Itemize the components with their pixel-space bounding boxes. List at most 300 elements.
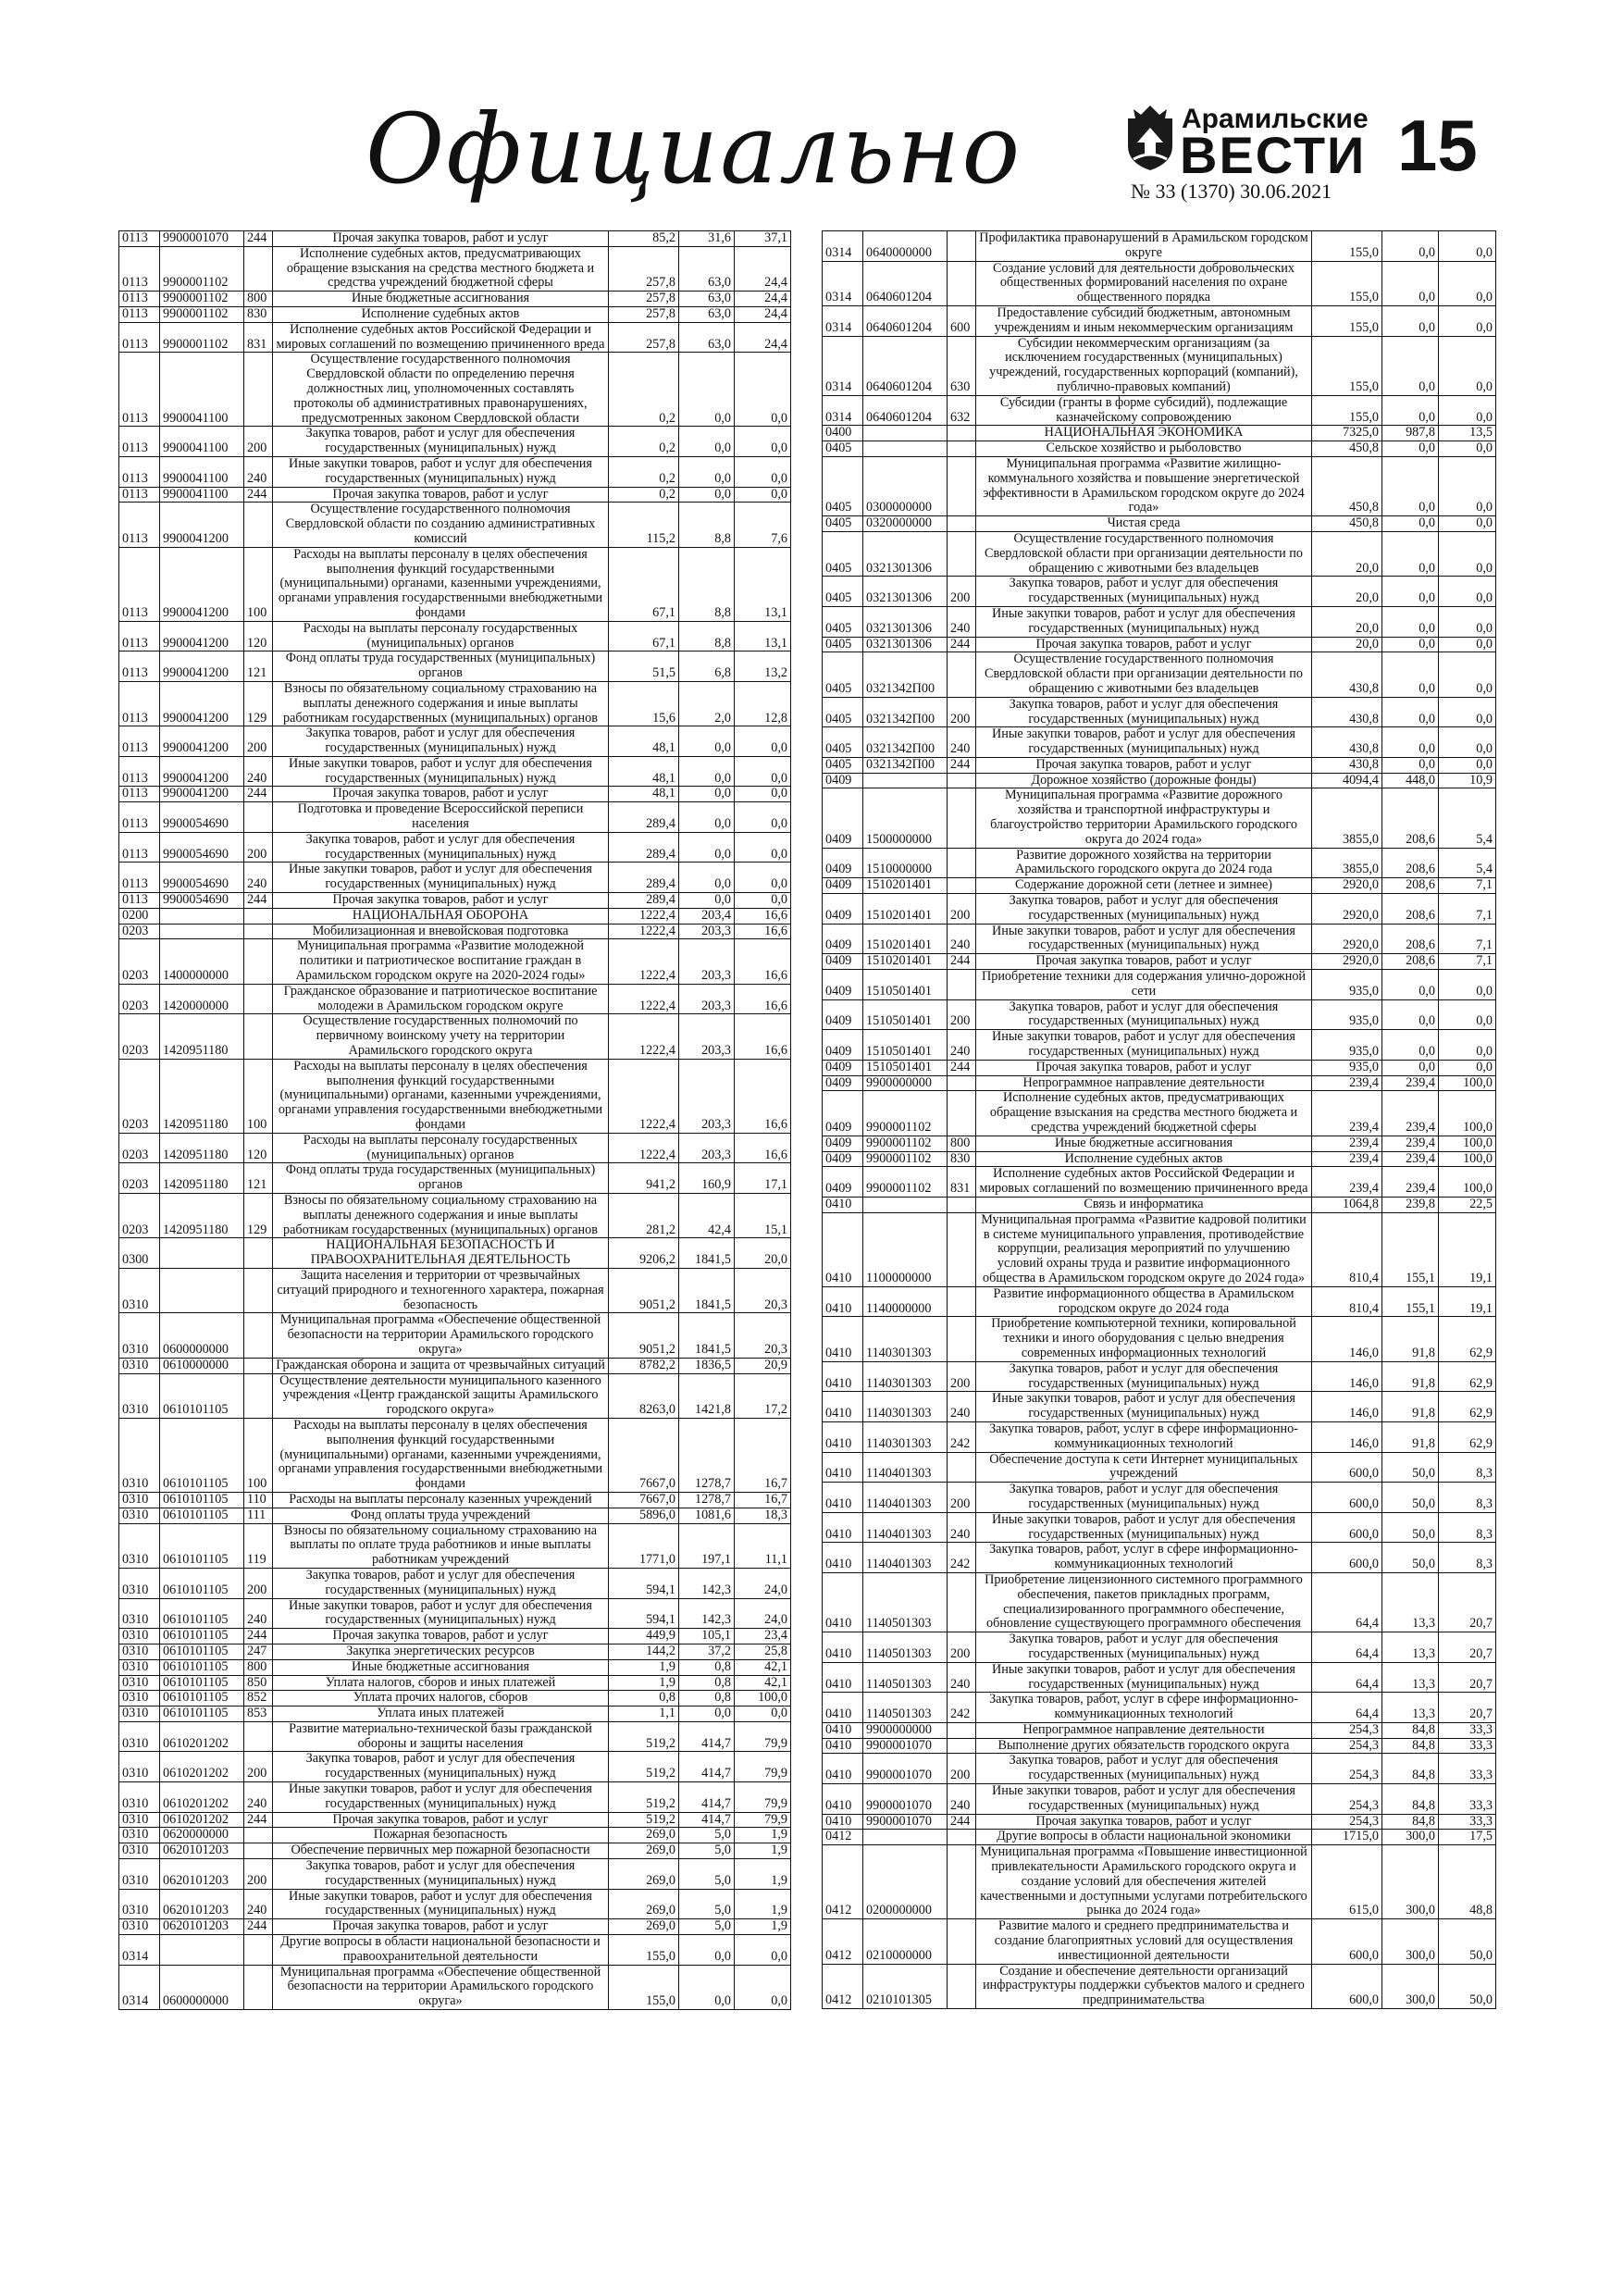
percent-cell: 0,0 xyxy=(1439,261,1496,305)
item-name-cell: Муниципальная программа «Обеспечение общественной безопасности на территории Арамильского городского округа» xyxy=(273,1965,609,2009)
actual-cell: 84,8 xyxy=(1382,1814,1439,1830)
percent-cell: 0,0 xyxy=(1439,652,1496,697)
actual-cell: 0,0 xyxy=(679,1706,735,1722)
plan-cell: 269,0 xyxy=(609,1919,679,1935)
item-name-cell: Муниципальная программа «Развитие дорожного хозяйства и транспортной инфраструктуры и благоустройство территории Арамильского городского округа до 2024 года» xyxy=(976,788,1312,848)
section-code-cell: 0410 xyxy=(823,1543,863,1573)
percent-cell: 18,3 xyxy=(735,1508,791,1523)
program-code-cell: 0321342П00 xyxy=(863,727,948,758)
program-code-cell: 0620101203 xyxy=(160,1843,244,1859)
plan-cell: 430,8 xyxy=(1312,757,1382,773)
section-code-cell: 0310 xyxy=(119,1644,160,1659)
section-code-cell: 0310 xyxy=(119,1812,160,1828)
plan-cell: 430,8 xyxy=(1312,652,1382,697)
percent-cell: 37,1 xyxy=(735,231,791,247)
table-row xyxy=(823,577,1496,607)
program-code-cell: 0210000000 xyxy=(863,1919,948,1964)
section-code-cell: 0410 xyxy=(823,1317,863,1361)
expense-type-cell: 800 xyxy=(948,1136,976,1151)
plan-cell: 519,2 xyxy=(609,1812,679,1828)
actual-cell: 50,0 xyxy=(1382,1543,1439,1573)
expense-type-cell: 244 xyxy=(948,1060,976,1075)
percent-cell: 0,0 xyxy=(1439,441,1496,457)
item-name-cell: Прочая закупка товаров, работ и услуг xyxy=(976,1060,1312,1075)
actual-cell: 0,8 xyxy=(679,1691,735,1706)
table-row xyxy=(823,1784,1496,1815)
actual-cell: 0,0 xyxy=(679,832,735,863)
expense-type-cell xyxy=(244,353,273,427)
program-code-cell: 0610000000 xyxy=(160,1358,244,1373)
actual-cell: 155,1 xyxy=(1382,1212,1439,1286)
item-name-cell: Иные закупки товаров, работ и услуг для обеспечения государственных (муниципальных) нужд xyxy=(976,1662,1312,1693)
item-name-cell: Прочая закупка товаров, работ и услуг xyxy=(273,1919,609,1935)
program-code-cell: 1140501303 xyxy=(863,1662,948,1693)
plan-cell: 64,4 xyxy=(1312,1572,1382,1632)
program-code-cell: 0321342П00 xyxy=(863,652,948,697)
item-name-cell: Взносы по обязательному социальному страхованию на выплаты денежного содержания и иные выплаты работникам государственных (муниципальных) органов xyxy=(273,1194,609,1238)
table-row xyxy=(119,1313,791,1358)
plan-cell: 64,4 xyxy=(1312,1693,1382,1723)
percent-cell: 100,0 xyxy=(1439,1167,1496,1198)
plan-cell: 9051,2 xyxy=(609,1268,679,1312)
section-code-cell: 0310 xyxy=(119,1313,160,1358)
plan-cell: 155,0 xyxy=(609,1965,679,2009)
table-row xyxy=(119,1373,791,1418)
item-name-cell: Предоставление субсидий бюджетным, автономным учреждениям и иным некоммерческим организациям xyxy=(976,305,1312,336)
percent-cell: 1,9 xyxy=(735,1843,791,1859)
expense-type-cell: 121 xyxy=(244,1163,273,1194)
percent-cell: 0,0 xyxy=(1439,637,1496,652)
section-code-cell: 0113 xyxy=(119,306,160,322)
table-row xyxy=(119,863,791,893)
plan-cell: 1,9 xyxy=(609,1659,679,1675)
table-row xyxy=(119,924,791,939)
table-row xyxy=(823,1361,1496,1392)
plan-cell: 1222,4 xyxy=(609,1059,679,1133)
program-code-cell: 0200000000 xyxy=(863,1845,948,1919)
actual-cell: 0,0 xyxy=(679,487,735,503)
program-code-cell: 0610101105 xyxy=(160,1691,244,1706)
table-row xyxy=(119,1133,791,1163)
table-row xyxy=(119,1859,791,1890)
section-code-cell: 0310 xyxy=(119,1268,160,1312)
percent-cell: 0,0 xyxy=(735,353,791,427)
plan-cell: 1222,4 xyxy=(609,1014,679,1059)
table-row xyxy=(823,924,1496,954)
actual-cell: 987,8 xyxy=(1382,426,1439,441)
item-name-cell: Прочая закупка товаров, работ и услуг xyxy=(273,1812,609,1828)
table-row xyxy=(823,1814,1496,1830)
section-code-cell: 0113 xyxy=(119,681,160,726)
percent-cell: 0,0 xyxy=(1439,395,1496,426)
table-row xyxy=(119,1919,791,1935)
program-code-cell: 9900054690 xyxy=(160,832,244,863)
actual-cell: 50,0 xyxy=(1382,1512,1439,1543)
program-code-cell: 9900041200 xyxy=(160,756,244,787)
plan-cell: 48,1 xyxy=(609,787,679,802)
actual-cell: 13,3 xyxy=(1382,1572,1439,1632)
section-code-cell: 0410 xyxy=(823,1738,863,1754)
plan-cell: 0,2 xyxy=(609,456,679,487)
expense-type-cell xyxy=(948,441,976,457)
program-code-cell: 0321342П00 xyxy=(863,757,948,773)
item-name-cell: Расходы на выплаты персоналу в целях обеспечения выполнения функций государственными (муниципальными) органами, казенными учреждениями, органами управления государственными внебюджетными фондами xyxy=(273,1418,609,1492)
item-name-cell: НАЦИОНАЛЬНАЯ ЭКОНОМИКА xyxy=(976,426,1312,441)
item-name-cell: Чистая среда xyxy=(976,516,1312,532)
actual-cell: 84,8 xyxy=(1382,1784,1439,1815)
expense-type-cell: 119 xyxy=(244,1523,273,1568)
actual-cell: 0,0 xyxy=(679,1935,735,1966)
percent-cell: 100,0 xyxy=(735,1691,791,1706)
percent-cell: 16,6 xyxy=(735,1014,791,1059)
percent-cell: 5,4 xyxy=(1439,848,1496,878)
plan-cell: 254,3 xyxy=(1312,1814,1382,1830)
program-code-cell: 0610101105 xyxy=(160,1675,244,1691)
expense-type-cell xyxy=(948,1075,976,1091)
section-code-cell: 0200 xyxy=(119,908,160,924)
percent-cell: 8,3 xyxy=(1439,1512,1496,1543)
expense-type-cell: 244 xyxy=(244,1812,273,1828)
table-row xyxy=(823,395,1496,426)
expense-type-cell: 247 xyxy=(244,1644,273,1659)
program-code-cell: 0610101105 xyxy=(160,1644,244,1659)
item-name-cell: Прочая закупка товаров, работ и услуг xyxy=(976,954,1312,970)
expense-type-cell xyxy=(948,788,976,848)
actual-cell: 13,3 xyxy=(1382,1662,1439,1693)
percent-cell: 0,0 xyxy=(1439,1030,1496,1061)
program-code-cell: 9900041100 xyxy=(160,456,244,487)
actual-cell: 0,0 xyxy=(679,456,735,487)
item-name-cell: Создание условий для деятельности добровольческих общественных формирований населения по охране общественного порядка xyxy=(976,261,1312,305)
percent-cell: 100,0 xyxy=(1439,1091,1496,1136)
section-code-cell: 0409 xyxy=(823,1167,863,1198)
plan-cell: 430,8 xyxy=(1312,727,1382,758)
expense-type-cell xyxy=(948,878,976,894)
plan-cell: 1,9 xyxy=(609,1675,679,1691)
actual-cell: 0,0 xyxy=(679,427,735,457)
item-name-cell: Уплата налогов, сборов и иных платежей xyxy=(273,1675,609,1691)
item-name-cell: Расходы на выплаты персоналу государственных (муниципальных) органов xyxy=(273,621,609,652)
percent-cell: 17,1 xyxy=(735,1163,791,1194)
item-name-cell: Иные закупки товаров, работ и услуг для обеспечения государственных (муниципальных) нужд xyxy=(976,1512,1312,1543)
percent-cell: 0,0 xyxy=(735,1965,791,2009)
actual-cell: 0,0 xyxy=(1382,652,1439,697)
item-name-cell: Закупка товаров, работ и услуг для обеспечения государственных (муниципальных) нужд xyxy=(273,1568,609,1598)
section-code-cell: 0410 xyxy=(823,1814,863,1830)
expense-type-cell xyxy=(244,503,273,547)
percent-cell: 0,0 xyxy=(1439,606,1496,637)
plan-cell: 3855,0 xyxy=(1312,848,1382,878)
section-code-cell: 0409 xyxy=(823,1060,863,1075)
table-row xyxy=(823,1212,1496,1286)
table-row xyxy=(119,1889,791,1919)
table-row xyxy=(823,1845,1496,1919)
item-name-cell: Иные закупки товаров, работ и услуг для обеспечения государственных (муниципальных) нужд xyxy=(976,1030,1312,1061)
actual-cell: 0,0 xyxy=(1382,336,1439,395)
expense-type-cell: 244 xyxy=(244,787,273,802)
table-row xyxy=(119,1752,791,1782)
table-row xyxy=(119,1782,791,1813)
item-name-cell: Обеспечение первичных мер пожарной безопасности xyxy=(273,1843,609,1859)
actual-cell: 300,0 xyxy=(1382,1919,1439,1964)
expense-type-cell: 200 xyxy=(948,1361,976,1392)
expense-type-cell: 244 xyxy=(948,757,976,773)
program-code-cell: 0321301306 xyxy=(863,637,948,652)
plan-cell: 1222,4 xyxy=(609,939,679,984)
actual-cell: 203,3 xyxy=(679,924,735,939)
section-code-cell: 0113 xyxy=(119,621,160,652)
item-name-cell: Уплата прочих налогов, сборов xyxy=(273,1691,609,1706)
actual-cell: 1081,6 xyxy=(679,1508,735,1523)
item-name-cell: Профилактика правонарушений в Арамильском городском округе xyxy=(976,231,1312,262)
table-row xyxy=(823,305,1496,336)
percent-cell: 42,1 xyxy=(735,1675,791,1691)
item-name-cell: Подготовка и проведение Всероссийской переписи населения xyxy=(273,802,609,833)
right-column xyxy=(822,230,1495,2009)
section-code-cell: 0113 xyxy=(119,322,160,353)
plan-cell: 155,0 xyxy=(609,1935,679,1966)
percent-cell: 1,9 xyxy=(735,1919,791,1935)
table-row xyxy=(119,1059,791,1133)
actual-cell: 239,8 xyxy=(1382,1198,1439,1213)
expense-type-cell xyxy=(948,1198,976,1213)
percent-cell: 0,0 xyxy=(1439,697,1496,727)
item-name-cell: Взносы по обязательному социальному страхованию на выплаты денежного содержания и иные выплаты работникам государственных (муниципальных) органов xyxy=(273,681,609,726)
plan-cell: 519,2 xyxy=(609,1782,679,1813)
expense-type-cell: 800 xyxy=(244,1659,273,1675)
expense-type-cell xyxy=(244,246,273,291)
table-row xyxy=(823,531,1496,576)
expense-type-cell: 244 xyxy=(244,1919,273,1935)
item-name-cell: Дорожное хозяйство (дорожные фонды) xyxy=(976,773,1312,788)
program-code-cell: 9900001070 xyxy=(160,231,244,247)
program-code-cell: 1510501401 xyxy=(863,970,948,1000)
percent-cell: 50,0 xyxy=(1439,1919,1496,1964)
crest-icon xyxy=(1124,102,1176,172)
page-header xyxy=(0,0,1623,231)
expense-type-cell xyxy=(244,1721,273,1752)
program-code-cell xyxy=(160,924,244,939)
actual-cell: 91,8 xyxy=(1382,1361,1439,1392)
budget-table-right xyxy=(822,230,1496,2009)
expense-type-cell xyxy=(244,924,273,939)
percent-cell: 0,0 xyxy=(1439,727,1496,758)
table-row xyxy=(119,1828,791,1843)
section-code-cell: 0410 xyxy=(823,1452,863,1483)
expense-type-cell: 242 xyxy=(948,1543,976,1573)
table-row xyxy=(119,547,791,621)
table-row xyxy=(823,1483,1496,1513)
actual-cell: 0,0 xyxy=(1382,516,1439,532)
plan-cell: 257,8 xyxy=(609,246,679,291)
percent-cell: 0,0 xyxy=(1439,757,1496,773)
expense-type-cell: 129 xyxy=(244,681,273,726)
percent-cell: 23,4 xyxy=(735,1629,791,1644)
table-row xyxy=(823,652,1496,697)
table-row xyxy=(119,306,791,322)
percent-cell: 0,0 xyxy=(1439,516,1496,532)
item-name-cell: Закупка товаров, работ и услуг для обеспечения государственных (муниципальных) нужд xyxy=(976,577,1312,607)
item-name-cell: Закупка товаров, работ и услуг для обеспечения государственных (муниципальных) нужд xyxy=(976,1632,1312,1663)
item-name-cell: Муниципальная программа «Обеспечение общественной безопасности на территории Арамильского городского округа» xyxy=(273,1313,609,1358)
program-code-cell: 1140401303 xyxy=(863,1483,948,1513)
table-row xyxy=(119,427,791,457)
table-row xyxy=(119,681,791,726)
section-code-cell: 0310 xyxy=(119,1752,160,1782)
table-row xyxy=(119,939,791,984)
section-code-cell: 0405 xyxy=(823,697,863,727)
expense-type-cell: 831 xyxy=(244,322,273,353)
actual-cell: 5,0 xyxy=(679,1828,735,1843)
section-code-cell: 0113 xyxy=(119,503,160,547)
program-code-cell: 1140000000 xyxy=(863,1286,948,1317)
expense-type-cell: 100 xyxy=(244,547,273,621)
plan-cell: 935,0 xyxy=(1312,1060,1382,1075)
program-code-cell: 0620101203 xyxy=(160,1859,244,1890)
actual-cell: 414,7 xyxy=(679,1752,735,1782)
actual-cell: 0,0 xyxy=(679,893,735,909)
table-row xyxy=(823,1136,1496,1151)
section-code-cell: 0405 xyxy=(823,727,863,758)
expense-type-cell: 240 xyxy=(948,1392,976,1422)
program-code-cell: 1140301303 xyxy=(863,1361,948,1392)
plan-cell: 450,8 xyxy=(1312,516,1382,532)
expense-type-cell: 240 xyxy=(948,1512,976,1543)
expense-type-cell: 110 xyxy=(244,1492,273,1508)
plan-cell: 254,3 xyxy=(1312,1738,1382,1754)
percent-cell: 24,4 xyxy=(735,322,791,353)
table-row xyxy=(119,1163,791,1194)
expense-type-cell: 240 xyxy=(244,456,273,487)
table-row xyxy=(823,336,1496,395)
item-name-cell: Иные закупки товаров, работ и услуг для обеспечения государственных (муниципальных) нужд xyxy=(273,863,609,893)
table-row xyxy=(823,727,1496,758)
actual-cell: 203,3 xyxy=(679,1133,735,1163)
actual-cell: 0,0 xyxy=(1382,970,1439,1000)
percent-cell: 20,7 xyxy=(1439,1662,1496,1693)
section-code-cell: 0203 xyxy=(119,1163,160,1194)
section-code-cell: 0409 xyxy=(823,954,863,970)
actual-cell: 0,0 xyxy=(679,863,735,893)
percent-cell: 13,2 xyxy=(735,652,791,682)
plan-cell: 15,6 xyxy=(609,681,679,726)
section-code-cell: 0203 xyxy=(119,1059,160,1133)
table-row xyxy=(119,1194,791,1238)
section-code-cell: 0113 xyxy=(119,863,160,893)
actual-cell: 91,8 xyxy=(1382,1392,1439,1422)
item-name-cell: Развитие дорожного хозяйства на территории Арамильского городского округа до 2024 года xyxy=(976,848,1312,878)
expense-type-cell: 632 xyxy=(948,395,976,426)
item-name-cell: Прочая закупка товаров, работ и услуг xyxy=(273,787,609,802)
item-name-cell: Исполнение судебных актов Российской Федерации и мировых соглашений по возмещению причиненного вреда xyxy=(976,1167,1312,1198)
expense-type-cell xyxy=(244,1014,273,1059)
item-name-cell: Выполнение других обязательств городского округа xyxy=(976,1738,1312,1754)
percent-cell: 0,0 xyxy=(1439,999,1496,1030)
table-row xyxy=(119,1691,791,1706)
plan-cell: 257,8 xyxy=(609,322,679,353)
section-code-cell: 0310 xyxy=(119,1828,160,1843)
item-name-cell: Муниципальная программа «Развитие молодежной политики и патриотическое воспитание граждан в Арамильском городском округе на 2020-2024 годы» xyxy=(273,939,609,984)
actual-cell: 8,8 xyxy=(679,503,735,547)
table-row xyxy=(119,756,791,787)
table-row xyxy=(823,1452,1496,1483)
item-name-cell: НАЦИОНАЛЬНАЯ БЕЗОПАСНОСТЬ И ПРАВООХРАНИТЕЛЬНАЯ ДЕЯТЕЛЬНОСТЬ xyxy=(273,1238,609,1269)
expense-type-cell xyxy=(244,1358,273,1373)
program-code-cell: 9900041100 xyxy=(160,427,244,457)
section-code-cell: 0310 xyxy=(119,1629,160,1644)
budget-table-left xyxy=(118,230,791,2010)
actual-cell: 0,0 xyxy=(679,787,735,802)
section-code-cell: 0410 xyxy=(823,1392,863,1422)
program-code-cell: 1140501303 xyxy=(863,1632,948,1663)
actual-cell: 0,0 xyxy=(1382,305,1439,336)
item-name-cell: Закупка товаров, работ и услуг для обеспечения государственных (муниципальных) нужд xyxy=(976,1361,1312,1392)
item-name-cell: Закупка товаров, работ и услуг для обеспечения государственных (муниципальных) нужд xyxy=(273,1859,609,1890)
plan-cell: 155,0 xyxy=(1312,231,1382,262)
section-code-cell: 0113 xyxy=(119,456,160,487)
program-code-cell: 1510201401 xyxy=(863,894,948,925)
plan-cell: 155,0 xyxy=(1312,395,1382,426)
expense-type-cell: 244 xyxy=(948,1814,976,1830)
expense-type-cell: 200 xyxy=(948,697,976,727)
table-row xyxy=(823,788,1496,848)
item-name-cell: Расходы на выплаты персоналу казенных учреждений xyxy=(273,1492,609,1508)
expense-type-cell xyxy=(948,652,976,697)
program-code-cell: 9900001102 xyxy=(863,1151,948,1167)
percent-cell: 1,9 xyxy=(735,1828,791,1843)
item-name-cell: Прочая закупка товаров, работ и услуг xyxy=(976,637,1312,652)
expense-type-cell: 240 xyxy=(948,727,976,758)
section-code-cell: 0409 xyxy=(823,1075,863,1091)
actual-cell: 0,0 xyxy=(1382,577,1439,607)
table-row xyxy=(119,802,791,833)
expense-type-cell: 100 xyxy=(244,1059,273,1133)
expense-type-cell xyxy=(948,426,976,441)
table-row xyxy=(823,516,1496,532)
item-name-cell: Непрограммное направление деятельности xyxy=(976,1075,1312,1091)
percent-cell: 100,0 xyxy=(1439,1075,1496,1091)
program-code-cell: 1420951180 xyxy=(160,1194,244,1238)
table-row xyxy=(119,787,791,802)
table-row xyxy=(119,1238,791,1269)
plan-cell: 67,1 xyxy=(609,621,679,652)
table-row xyxy=(119,1629,791,1644)
actual-cell: 63,0 xyxy=(679,306,735,322)
actual-cell: 142,3 xyxy=(679,1568,735,1598)
plan-cell: 20,0 xyxy=(1312,606,1382,637)
plan-cell: 146,0 xyxy=(1312,1317,1382,1361)
plan-cell: 254,3 xyxy=(1312,1754,1382,1784)
section-code-cell: 0410 xyxy=(823,1361,863,1392)
program-code-cell: 0620101203 xyxy=(160,1919,244,1935)
actual-cell: 203,4 xyxy=(679,908,735,924)
table-row xyxy=(823,456,1496,515)
percent-cell: 62,9 xyxy=(1439,1421,1496,1452)
plan-cell: 7667,0 xyxy=(609,1418,679,1492)
percent-cell: 1,9 xyxy=(735,1859,791,1890)
section-code-cell: 0113 xyxy=(119,487,160,503)
item-name-cell: Исполнение судебных актов, предусматривающих обращение взыскания на средства местного бюджета и средства учреждений бюджетной сферы xyxy=(273,246,609,291)
table-row xyxy=(119,1965,791,2009)
percent-cell: 0,0 xyxy=(1439,456,1496,515)
actual-cell: 0,0 xyxy=(679,353,735,427)
expense-type-cell: 242 xyxy=(948,1421,976,1452)
actual-cell: 300,0 xyxy=(1382,1845,1439,1919)
actual-cell: 0,0 xyxy=(1382,606,1439,637)
percent-cell: 0,0 xyxy=(735,726,791,757)
actual-cell: 203,3 xyxy=(679,939,735,984)
section-code-cell: 0412 xyxy=(823,1830,863,1845)
